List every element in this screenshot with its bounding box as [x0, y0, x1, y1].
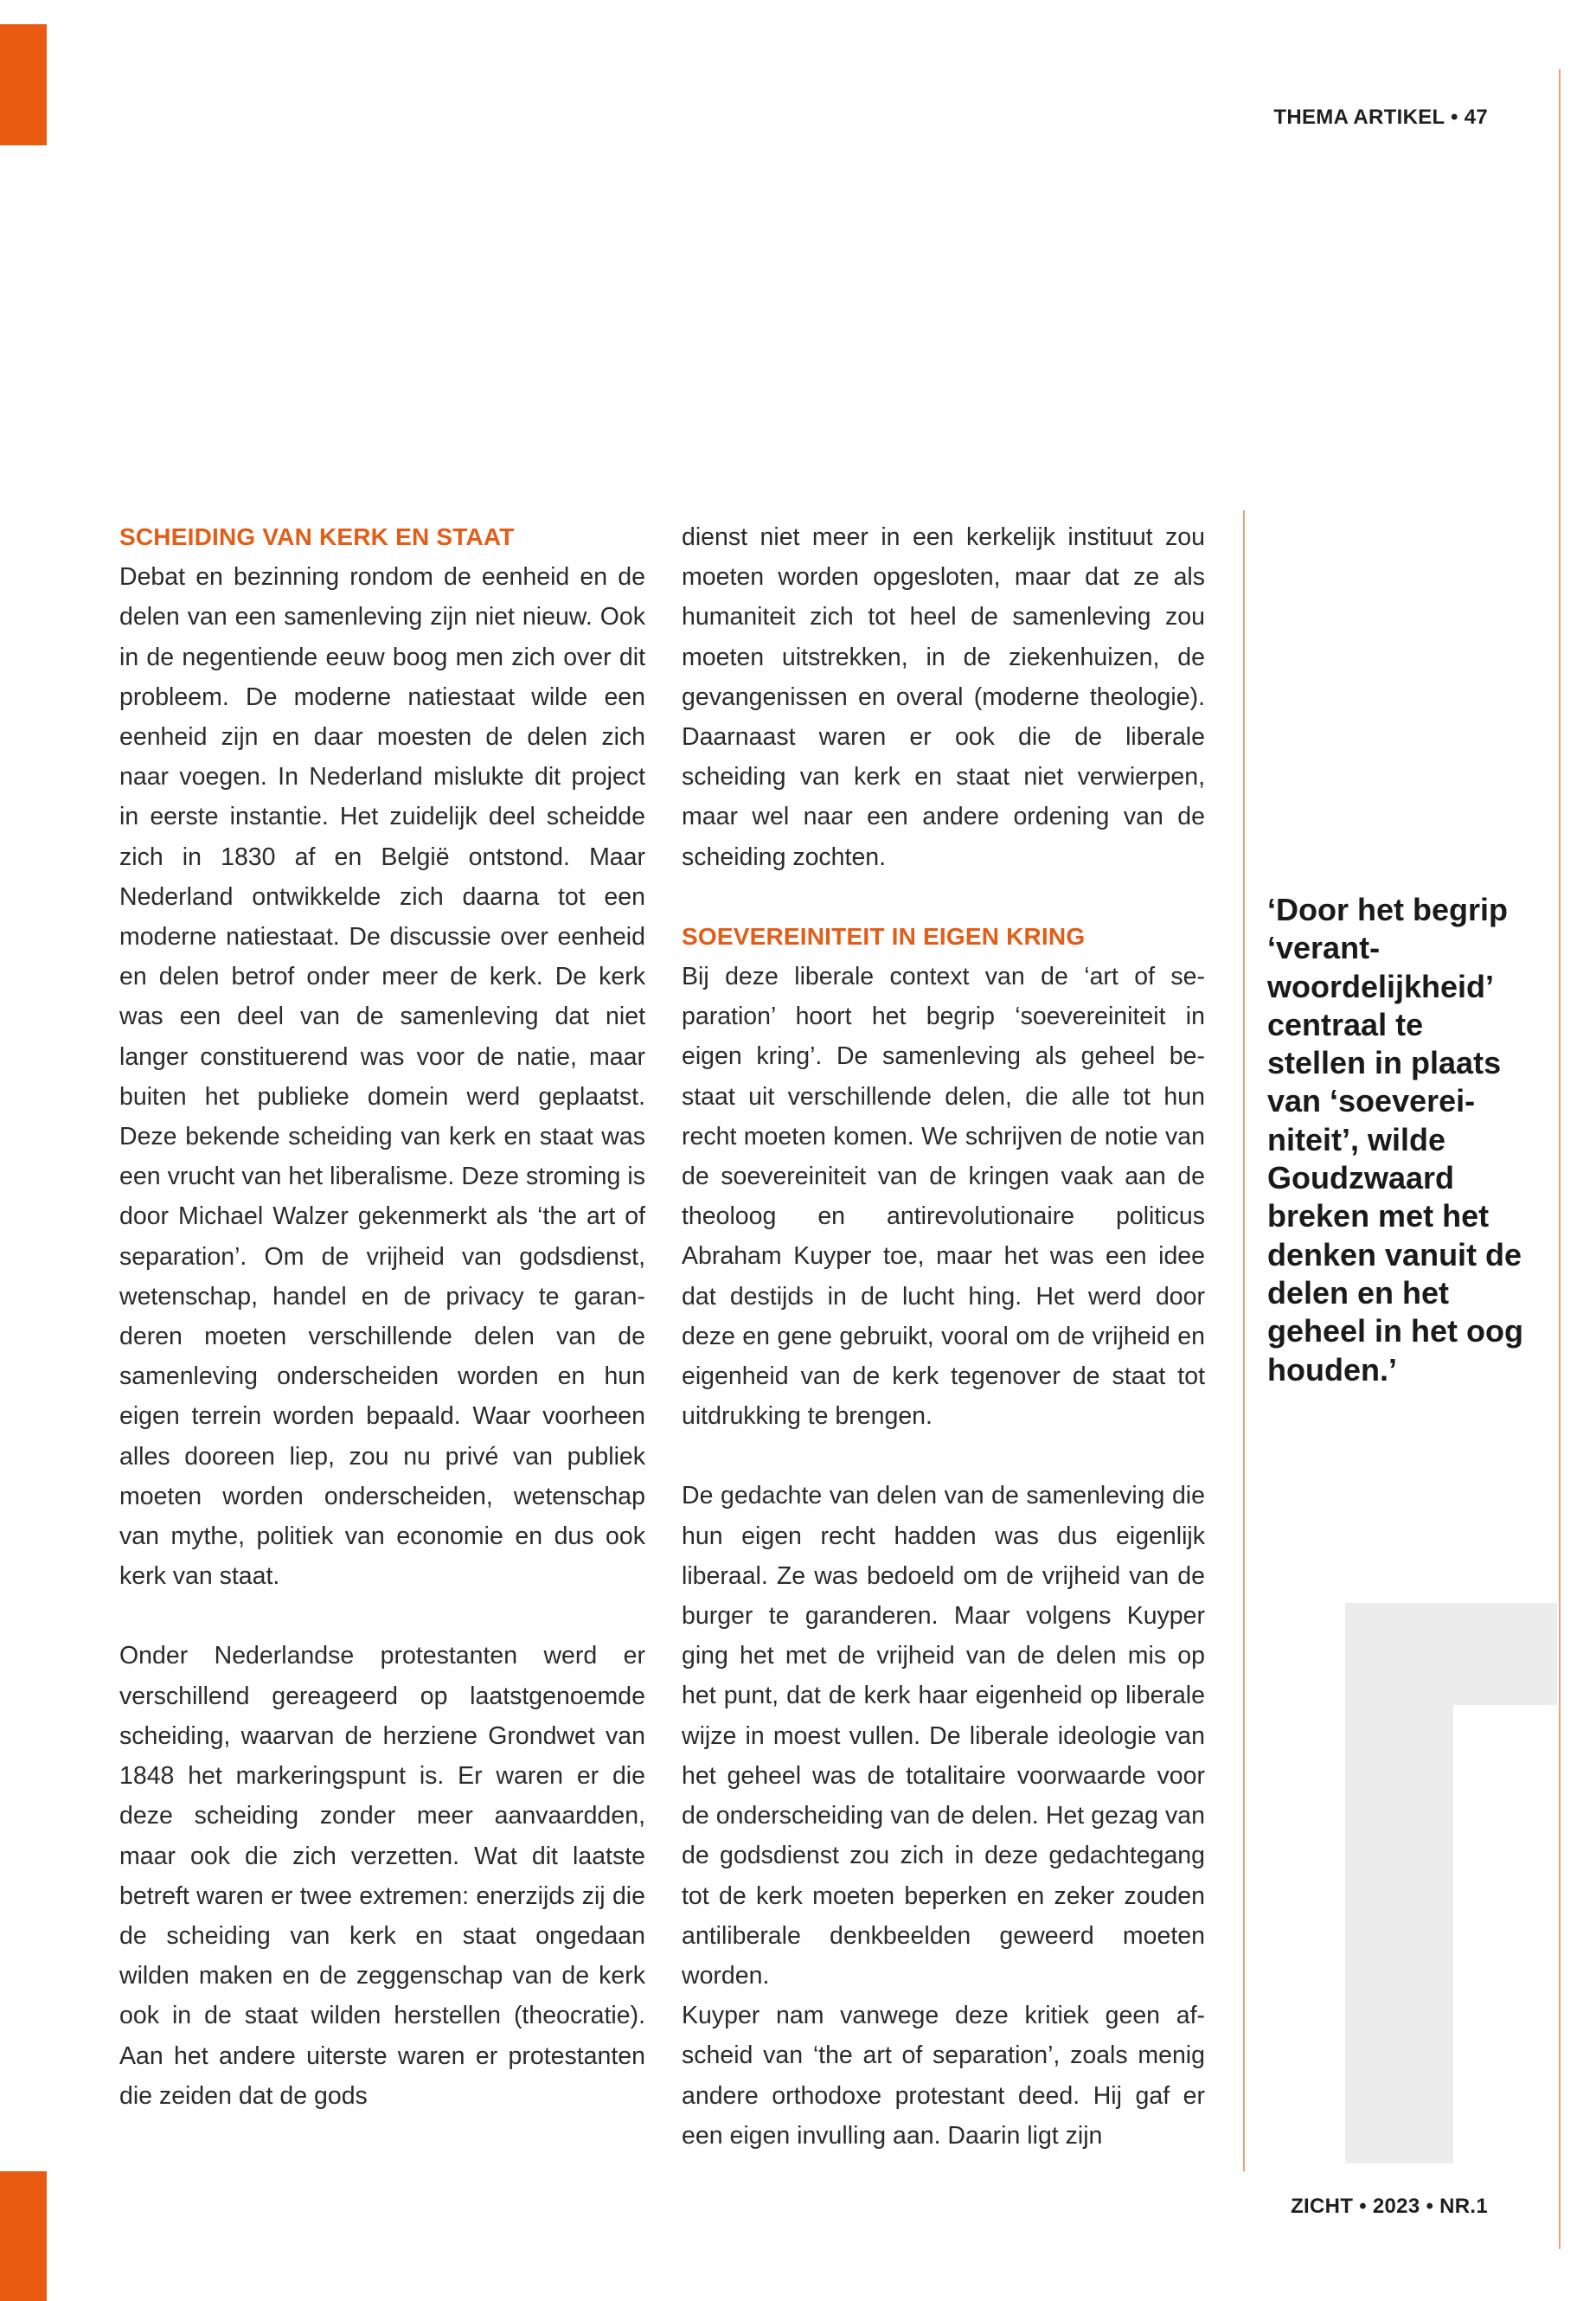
paragraph: Onder Nederlandse protestanten werd er verschillend gereageerd op laatstgenoemde scheiding, waarvan de herziene Grondwet van 1848 het markeringspunt is. Er waren er die deze scheiding zonder meer aanvaardden, maar ook die zich verzetten. Wat dit laatste betreft waren er twee extremen: enerzijds zij die de scheiding van kerk en staat ongedaan wilden maken en de zeggenschap van de kerk ook in de staat wilden herstellen (theocratie). Aan het andere uiterste waren er protestanten die zeiden dat de gods [119, 1642, 645, 2110]
paragraph: dienst niet meer in een kerkelijk instituut zou moeten worden opgesloten, maar dat ze als humaniteit zich tot heel de samenleving zou moeten uitstrekken, in de ziekenhuizen, de gevangenissen en overal (moderne theologie). Daarnaast waren er ook die de liberale scheiding van kerk en staat niet verwierpen, maar wel naar een andere ordening van de scheiding zochten. [682, 523, 1205, 871]
middle-column [682, 517, 1205, 2156]
orange-edge-bar-top [0, 24, 47, 145]
pull-quote-divider [1243, 510, 1245, 2171]
paragraph: Debat en bezinning rondom de eenheid en de delen van een samenleving zijn niet nieuw. Ook in de negentiende eeuw boog men zich over dit probleem. De moderne natiestaat wilde een eenheid zijn en daar moesten de delen zich naar voegen. In Nederland mislukte dit project in eerste instantie. Het zuidelijk deel scheidde zich in 1830 af en België ontstond. Maar Nederland ontwikkelde zich daarna tot een moderne natiestaat. De discussie over eenheid en delen betrof onder meer de kerk. De kerk was een deel van de samenleving dat niet langer constituerend was voor de natie, maar buiten het publieke domein werd geplaatst. Deze bekende scheiding van kerk en staat was een vrucht van het liberalisme. Deze stroming is door Michael Walzer gekenmerkt als ‘the art of separation’. Om de vrijheid van godsdienst, wetenschap, handel en de privacy te garanderen moeten verschillende delen van de samenleving onderscheiden worden en hun eigen terrein worden bepaald. Waar voorheen alles dooreen liep, zou nu privé van publiek moeten worden onderscheiden, wetenschap van mythe, politiek van economie en dus ook kerk van staat. [119, 563, 645, 1591]
orange-edge-bar-bottom [0, 2171, 47, 2301]
pull-quote: ‘Door het begrip ‘verantwoordelijkheid’ centraal te stellen in plaats van ‘soevereiniteit’, wilde Goudzwaard breken met het denken vanuit de delen en het geheel in het oog houden.’ [1267, 892, 1524, 1388]
section-heading-soevereiniteit: SOEVEREINITEIT IN EIGEN KRING [682, 922, 1086, 950]
decorative-z-shape-top [1345, 1603, 1557, 1705]
section-heading-scheiding: SCHEIDING VAN KERK EN STAAT [119, 523, 515, 550]
paragraph: Kuyper nam vanwege deze kritiek geen afscheid van ‘the art of separation’, zoals menig andere orthodoxe protestant deed. Hij gaf er een eigen invulling aan. Daarin ligt zijn [682, 2002, 1205, 2150]
running-header: THEMA ARTIKEL • 47 [1273, 106, 1488, 129]
page-edge-rule [1559, 69, 1561, 2249]
paragraph: De gedachte van delen van de samenleving die hun eigen recht hadden was dus eigenlijk liberaal. Ze was bedoeld om de vrijheid van de burger te garanderen. Maar volgens Kuyper ging het met de vrijheid van de delen mis op het punt, dat de kerk haar eigenheid op liberale wijze in moest vullen. De liberale ideologie van het geheel was de totalitaire voorwaarde voor de onderscheiding van de delen. Het gezag van de godsdienst zou zich in deze gedachtegang tot de kerk moeten beperken en zeker zouden antiliberale denkbeelden geweerd moeten worden. [682, 1482, 1205, 1990]
running-footer: ZICHT • 2023 • NR.1 [1291, 2195, 1488, 2218]
left-column [119, 517, 645, 2116]
decorative-z-shape-stem [1345, 1705, 1453, 2163]
paragraph: Bij deze liberale context van de ‘art of separation’ hoort het begrip ‘soevereiniteit in eigen kring’. De samenleving als geheel bestaat uit verschillende delen, die alle tot hun recht moeten komen. We schrijven de notie van de soevereiniteit van de kringen vaak aan de theoloog en antirevolutionaire politicus Abraham Kuyper toe, maar het was een idee dat destijds in de lucht hing. Het werd door deze en gene gebruikt, vooral om de vrijheid en eigenheid van de kerk tegenover de staat tot uitdrukking te brengen. [682, 963, 1205, 1431]
